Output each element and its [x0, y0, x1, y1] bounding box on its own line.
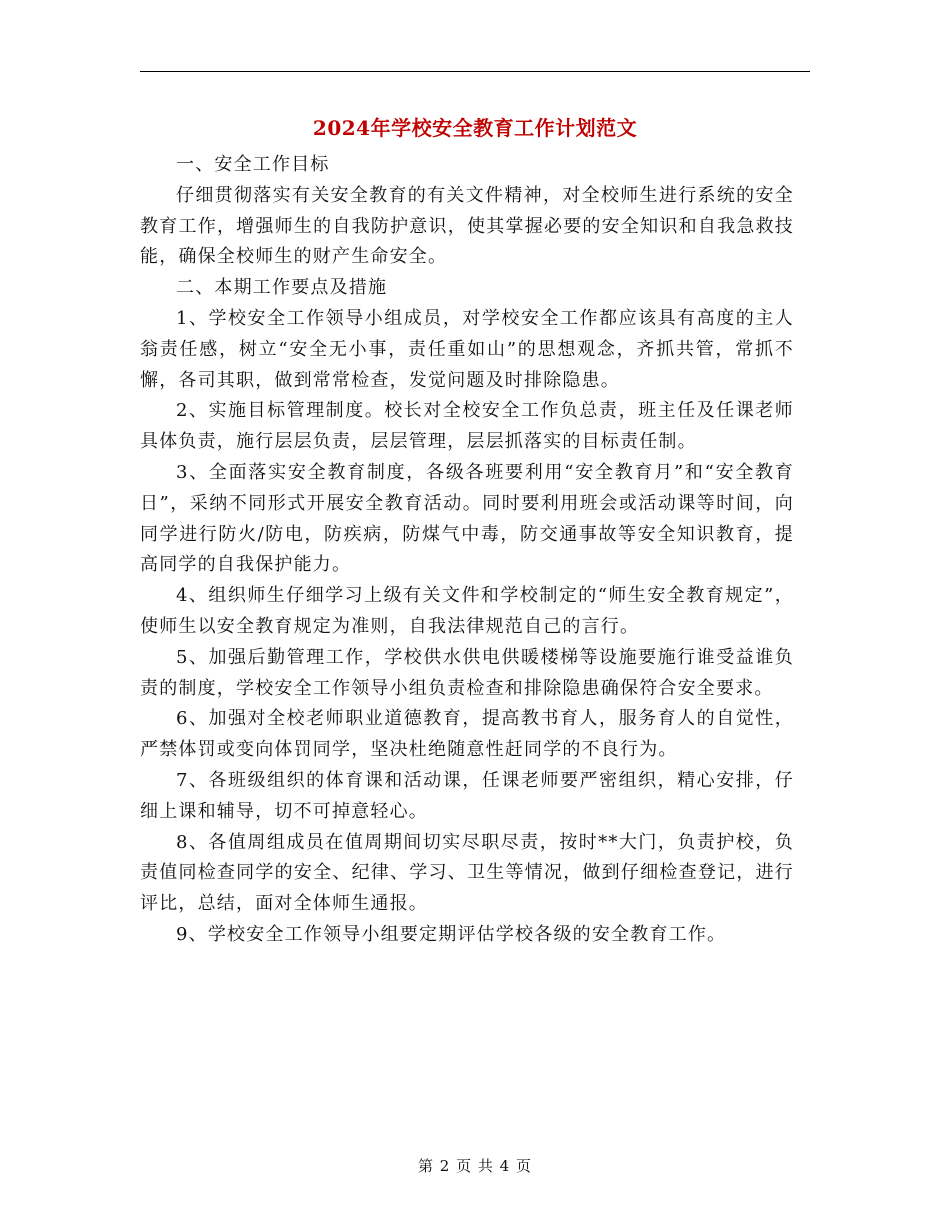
paragraph-goals: 仔细贯彻落实有关安全教育的有关文件精神，对全校师生进行系统的安全教育工作，增强师生的自我防护意识，使其掌握必要的安全知识和自我急救技能，确保全校师生的财产生命安全。	[140, 184, 794, 268]
paragraph-item-1: 1、学校安全工作领导小组成员，对学校安全工作都应该具有高度的主人翁责任感，树立“安全无小事，责任重如山”的思想观念，齐抓共管，常抓不懈，各司其职，做到常常检查，发觉问题及时排除隐患。	[140, 307, 794, 391]
paragraph-item-5: 5、加强后勤管理工作，学校供水供电供暖楼梯等设施要施行谁受益谁负责的制度，学校安全工作领导小组负责检查和排除隐患确保符合安全要求。	[140, 646, 794, 699]
section-heading-measures: 二、本期工作要点及措施	[176, 277, 388, 299]
paragraph-item-4: 4、组织师生仔细学习上级有关文件和学校制定的“师生安全教育规定”，使师生以安全教育规定为准则，自我法律规范自己的言行。	[140, 585, 794, 637]
section-heading-goals: 一、安全工作目标	[176, 154, 330, 175]
paragraph-item-6: 6、加强对全校老师职业道德教育，提高教书育人，服务育人的自觉性，严禁体罚或变向体罚同学，坚决杜绝随意性赶同学的不良行为。	[140, 708, 794, 761]
paragraph-item-2: 2、实施目标管理制度。校长对全校安全工作负总责，班主任及任课老师具体负责，施行层层负责，层层管理，层层抓落实的目标责任制。	[140, 400, 794, 453]
header-rule	[140, 71, 810, 72]
paragraph-item-8: 8、各值周组成员在值周期间切实尽职尽责，按时**大门，负责护校，负责值同检查同学的安全、纪律、学习、卫生等情况，做到仔细检查登记，进行评比，总结，面对全体师生通报。	[140, 831, 794, 915]
paragraph-item-3: 3、全面落实安全教育制度，各级各班要利用“安全教育月”和“安全教育日”，采纳不同形式开展安全教育活动。同时要利用班会或活动课等时间，向同学进行防火/防电，防疾病，防煤气中毒，防交通事故等安全知识教育，提高同学的自我保护能力。	[140, 461, 794, 576]
document-body	[140, 150, 794, 951]
paragraph-item-7: 7、各班级组织的体育课和活动课，任课老师要严密组织，精心安排，仔细上课和辅导，切不可掉意轻心。	[140, 769, 794, 822]
paragraph-item-9: 9、学校安全工作领导小组要定期评估学校各级的安全教育工作。	[176, 923, 727, 945]
document-title: 2024年学校安全教育工作计划范文	[312, 116, 638, 140]
page-footer: 第 2 页 共 4 页	[418, 1157, 532, 1175]
